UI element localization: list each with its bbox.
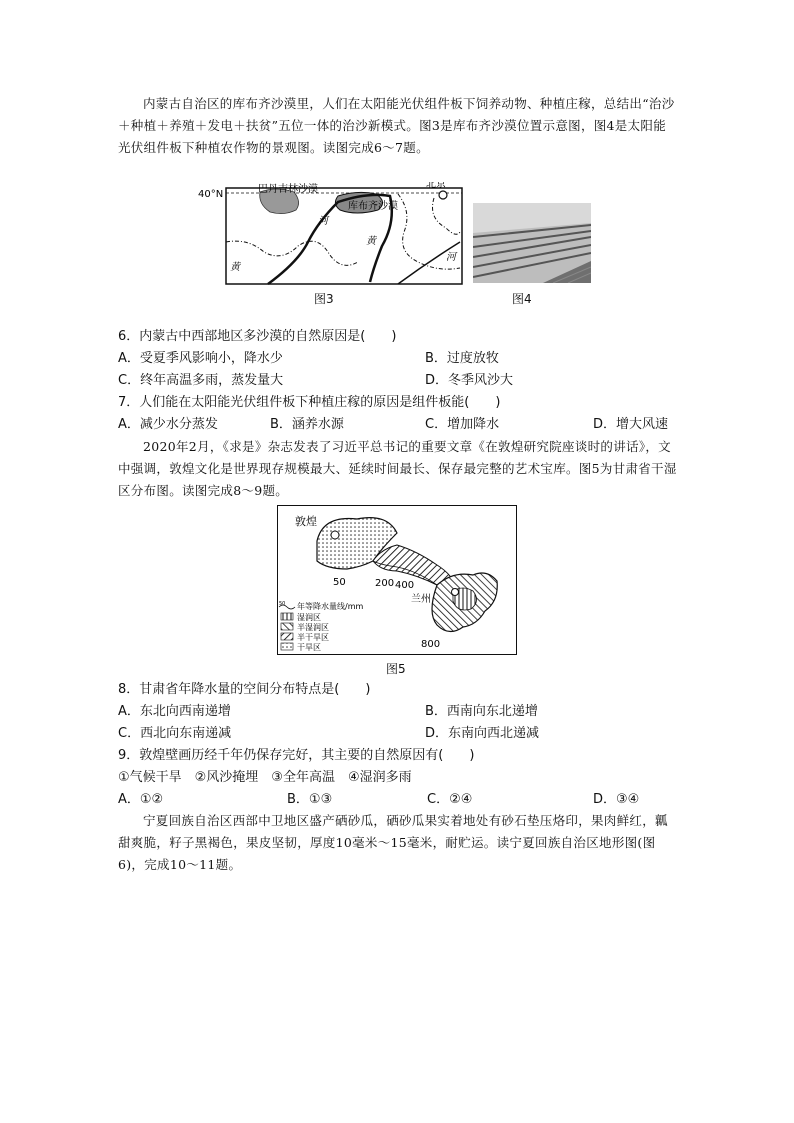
q8-option-c[interactable]: C．西北向东南递减 [118,726,232,741]
city-label-beijing: 北京 [426,182,446,190]
question-9-stem: 9．敦煌壁画历经千年仍保存完好，其主要的自然原因有( ) [118,748,475,763]
isoline-800: 800 [421,639,441,650]
passage-3: 宁夏回族自治区西部中卫地区盛产硒砂瓜，硒砂瓜果实着地处有砂石垫压烙印，果肉鲜红，瓤甜爽脆，籽子黑褐色，果皮坚韧，厚度10毫米～15毫米，耐贮运。读宁夏回族自治区地形图(图6)，完成10～11题。 [118,813,668,872]
figure-3-map [198,182,464,286]
city-label-dunhuang: 敦煌 [295,515,317,528]
q8-option-b[interactable]: B．西南向东北递增 [425,704,538,719]
q8-option-a[interactable]: A．东北向西南递增 [118,704,231,719]
city-label-lanzhou: 兰州 [411,594,431,605]
q6-option-b[interactable]: B．过度放牧 [425,351,499,366]
q6-option-d[interactable]: D．冬季风沙大 [425,373,514,388]
q9-option-d[interactable]: D．③④ [593,792,640,807]
passage-1: 内蒙古自治区的库布齐沙漠里，人们在太阳能光伏组件板下饲养动物、种植庄稼，总结出“治沙＋种植＋养殖＋发电＋扶贫”五位一体的治沙新模式。图3是库布齐沙漠位置示意图，图4是太阳能光伏组件板下种植农作物的景观图。读图完成6～7题。 [118,96,675,155]
q9-option-a[interactable]: A．①② [118,792,164,807]
figure-5-caption: 图5 [386,662,406,676]
q6-option-c[interactable]: C．终年高温多雨，蒸发量大 [118,373,284,388]
question-8-stem: 8．甘肃省年降水量的空间分布特点是( ) [118,682,371,697]
q7-option-d[interactable]: D．增大风速 [593,417,669,432]
figure-5-map [277,505,517,655]
legend-isoline: 年等降水量线/mm [297,602,364,611]
q9-option-b[interactable]: B．①③ [287,792,333,807]
isoline-400: 400 [395,580,415,591]
river-char-1: 河 [318,216,328,227]
legend-semi-humid: 半湿润区 [297,623,329,632]
isoline-50: 50 [333,577,346,588]
question-6-stem: 6．内蒙古中西部地区多沙漠的自然原因是( ) [118,329,397,344]
river-char-3: 黄 [230,262,240,273]
q8-option-d[interactable]: D．东南向西北递减 [425,726,540,741]
figure-4-photo [473,203,591,283]
passage-2: 2020年2月，《求是》杂志发表了习近平总书记的重要文章《在敦煌研究院座谈时的讲话》，文中强调，敦煌文化是世界现存规模最大、延续时间最长、保存最完整的艺术宝库。图5为甘肃省干湿区分布图。读图完成8～9题。 [118,439,677,498]
figure-4-caption: 图4 [512,292,532,306]
legend-isoline-value: 50 [279,601,286,607]
legend-humid: 湿润区 [297,613,321,622]
q9-option-c[interactable]: C．②④ [427,792,473,807]
desert-label-kubuqi: 库布齐沙漠 [348,201,398,212]
latitude-label: 40°N [198,189,224,200]
river-char-2: 黄 [366,236,376,247]
q6-option-a[interactable]: A．受夏季风影响小，降水少 [118,351,283,366]
legend-arid: 干旱区 [297,643,321,652]
question-7-stem: 7．人们能在太阳能光伏组件板下种植庄稼的原因是组件板能( ) [118,395,501,410]
legend-semi-arid: 半干旱区 [297,633,329,642]
q7-option-b[interactable]: B．涵养水源 [270,417,344,432]
river-char-4: 河 [446,252,456,263]
q7-option-a[interactable]: A．减少水分蒸发 [118,417,218,432]
q9-items: ①气候干旱 ②风沙掩埋 ③全年高温 ④湿润多雨 [118,770,412,785]
isoline-200: 200 [375,578,395,589]
figure-3-caption: 图3 [314,292,334,306]
q7-option-c[interactable]: C．增加降水 [425,417,500,432]
desert-label-badain-jaran: 巴丹吉林沙漠 [258,184,318,195]
